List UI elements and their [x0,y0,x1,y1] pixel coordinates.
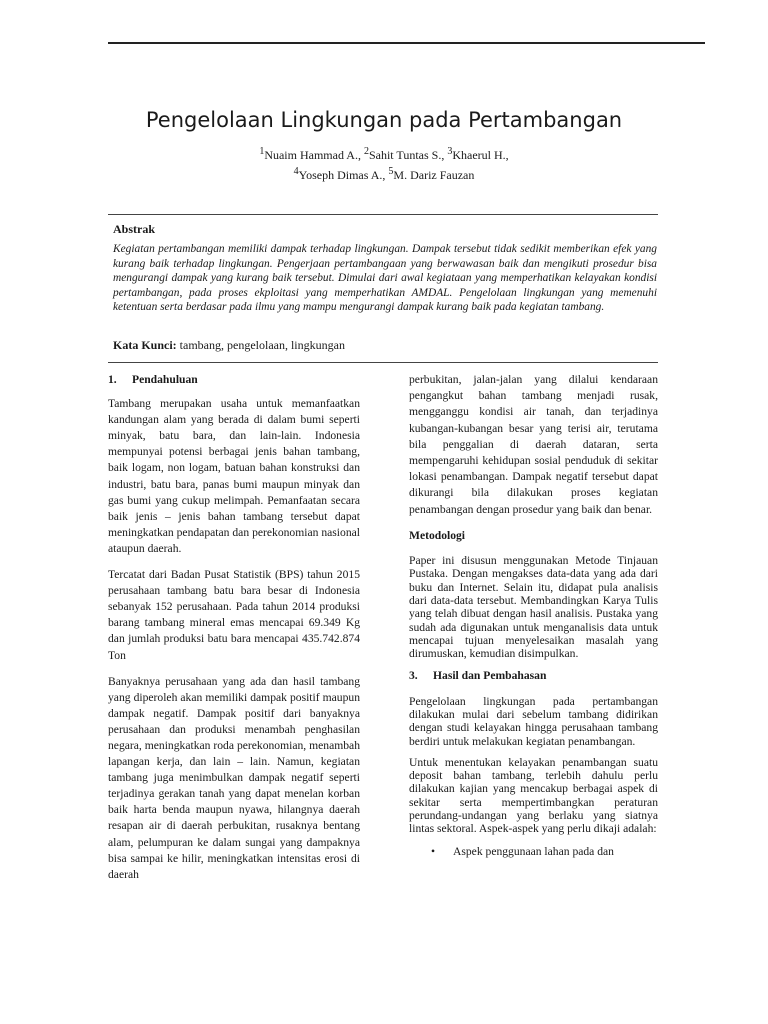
author-name: M. Dariz Fauzan [393,168,475,182]
section-heading-metodologi: Metodologi [409,528,466,542]
keywords [113,338,345,353]
section-title: Pendahuluan [132,373,198,386]
list-item-text: Aspek penggunaan lahan pada dan [453,844,614,858]
author-name: Yoseph Dimas A., [298,168,389,182]
paragraph: Pengelolaan lingkungan pada pertambangan dilakukan mulai dari sebelum tambang didirikan dengan studi kelayakan hingga perusahaan tambang berdiri untuk melakukan kegiatan penambangan. [409,694,658,748]
paragraph: Untuk menentukan kelayakan penambangan suatu deposit bahan tambang, terlebih dahulu perlu dilakukan kajian yang mencakup berbagai aspek di sekitar serta mempertimbangkan peraturan perundang-undangan yang berlaku yang siatnya lintas sektoral. Aspek-aspek yang perlu dikaji adalah: [409,755,658,836]
left-column [108,372,360,883]
top-rule [108,42,705,44]
abstract-text: Kegiatan pertambangan memiliki dampak terhadap lingkungan. Dampak tersebut tidak sedikit memberikan efek yang kurang baik terhadap lingkungan. Pengerjaan pertambangaan yang berwawasan baik dan mengikuti prosedur bisa mengurangi dampak yang kurang baik tersebut. Dimulai dari awal kegiataan yang memperhatikan kelayakan kondisi pertambangan, pada proses ekploitasi yang memperhatikan AMDAL. Pengelolaan lingkungan yang memenuhi ketentuan serta berdasar pada ilmu yang mampu mengurangi dampak kurang baik pada kegiatan tambang. [113,243,657,314]
keywords-label: Kata Kunci: [113,338,177,352]
paragraph: Paper ini disusun menggunakan Metode Tinjauan Pustaka. Dengan mengakses data-data yang ada dari buku dan Internet. Selain itu, didapat pula analisis dari data-data tersebut. Membandingkan Karya Tulis yang telah dibuat dengan hasil analisis. Pustaka yang sudah ada digunakan untuk menganalisis data untuk mencapai tujuan menyelesaikan masalah yang dirumuskan, kemudian disimpulkan. [409,554,658,661]
paragraph: Tambang merupakan usaha untuk memanfaatkan kandungan alam yang berada di dalam bumi seperti minyak, batu bara, dan lain-lain. Indonesia mempunyai potensi berbagai jenis bahan tambang, baik logam, non logam, batuan bahan konstruksi dan industri, batu bara, panas bumi maupun minyak dan gas bumi yang cukup melimpah. Pemanfaatan secara baik jenis – jenis bahan tambang tersebut dapat meningkatkan pendapatan dan perekonomian nasional ataupun daerah. [108,397,360,555]
abstract-heading: Abstrak [113,222,156,236]
author-sup: 3 [447,146,453,157]
author-name: Sahit Tuntas S., [368,148,448,162]
author-sup: 5 [388,166,394,177]
abstract-bottom-rule [108,362,658,363]
paragraph: Tercatat dari Badan Pusat Statistik (BPS) tahun 2015 perusahaan tambang batu bara besar di Indonesia sebanyak 152 perusahaan. Pada tahun 2014 produksi barang tambang mineral emas mencapai 69.349 Kg dan jumlah produksi batu bara mencapai 435.742.874 Ton [108,568,360,662]
keywords-text: tambang, pengelolaan, lingkungan [179,338,345,352]
section-heading-hasil [409,668,658,684]
authors-line-2 [0,166,768,183]
list-item [409,844,658,860]
author-sup: 1 [259,146,265,157]
paragraph: Banyaknya perusahaan yang ada dan hasil tambang yang diperoleh akan memiliki dampak positif maupun dampak negatif. Dampak positif dari banyaknya perusahaan dan produksi menambah penghasilan negara, meningkatkan roda perekonomian, menambah lapangan kerja, dan lain – lain. Namun, kegiatan tambang juga menimbulkan dampak negatif seperti terjadinya gerakan tanah yang dapat menelan korban baik harta benda maupun nyawa, hilangnya daerah resapan air di daerah perbukitan, rusaknya bentang alam, pelumpuran ke dalam sungai yang dampaknya bisa sampai ke hilir, meningkatkan intensitas erosi di daerah [108,674,360,881]
paper-title: Pengelolaan Lingkungan pada Pertambangan [145,108,623,132]
section-title: Hasil dan Pembahasan [433,669,547,683]
abstract-top-rule [108,214,658,215]
section-number: 1. [108,373,117,386]
section-heading-pendahuluan [108,372,360,388]
bullet-icon: • [431,844,436,858]
author-name: Khaerul H., [452,148,509,162]
author-sup: 2 [363,146,369,157]
section-number: 3. [409,669,418,683]
right-column [409,372,658,860]
author-name: Nuaim Hammad A., [264,148,364,162]
authors-line-1 [0,146,768,163]
paragraph: perbukitan, jalan-jalan yang dilalui kendaraan pengangkut bahan tambang menjadi rusak, mengganggu kondisi air tanah, dan terjadinya kubangan-kubangan besar yang terisi air, terutama bila penggalian di daerah dataran, serta mempengaruhi kehidupan sosial penduduk di sekitar lokasi penambangan. Dampak negatif tersebut dapat dikurangi bila dilakukan proses kegiatan penambangan dengan prosedur yang baik dan benar. [409,373,658,516]
author-sup: 4 [293,166,299,177]
